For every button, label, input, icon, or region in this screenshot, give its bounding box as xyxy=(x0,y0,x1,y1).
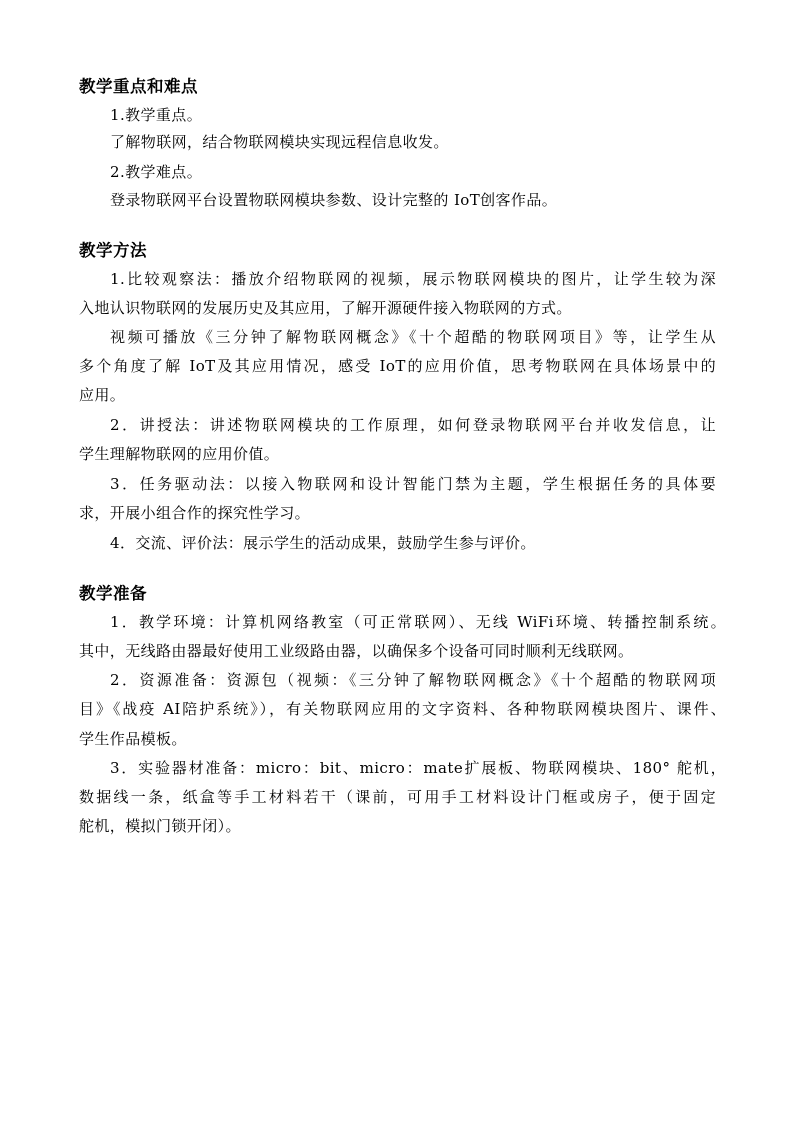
section-heading-teaching-preparation: 教学准备 xyxy=(79,584,147,603)
paragraph-line: 学生理解物联网的应用价值。 xyxy=(79,445,280,463)
paragraph-line: 学生作品模板。 xyxy=(79,730,187,748)
paragraph-line: 3．任务驱动法：以接入物联网和设计智能门禁为主题，学生根据任务的具体要 xyxy=(110,475,716,493)
paragraph-line: 目》《战疫 AI陪护系统》），有关物联网应用的文字资料、各种物联网模块图片、课件、 xyxy=(79,700,726,718)
section-heading-teaching-methods: 教学方法 xyxy=(79,241,147,260)
paragraph-line: 2．讲授法：讲述物联网模块的工作原理，如何登录物联网平台并收发信息，让 xyxy=(110,416,716,434)
paragraph-line: 入地认识物联网的发展历史及其应用，了解开源硬件接入物联网的方式。 xyxy=(79,299,572,317)
section-heading-key-points: 教学重点和难点 xyxy=(79,77,198,96)
paragraph-line: 2.教学难点。 xyxy=(110,163,203,181)
paragraph-line: 视频可播放《三分钟了解物联网概念》《十个超酷的物联网项目》等，让学生从 xyxy=(110,328,716,346)
paragraph-line: 2．资源准备：资源包（视频：《三分钟了解物联网概念》《十个超酷的物联网项 xyxy=(110,671,716,689)
paragraph-line: 4．交流、评价法：展示学生的活动成果，鼓励学生参与评价。 xyxy=(110,534,536,552)
paragraph-line: 多个角度了解 IoT及其应用情况，感受 IoT的应用价值，思考物联网在具体场景中的 xyxy=(79,357,716,375)
paragraph-line: 求，开展小组合作的探究性学习。 xyxy=(79,504,311,522)
paragraph-line: 1．教学环境：计算机网络教室（可正常联网）、无线 WiFi环境、转播控制系统。 xyxy=(110,613,726,631)
paragraph-line: 应用。 xyxy=(79,386,126,404)
paragraph-line: 数据线一条，纸盒等手工材料若干（课前，可用手工材料设计门框或房子，便于固定 xyxy=(79,788,716,806)
paragraph-line: 登录物联网平台设置物联网模块参数、设计完整的 IoT创客作品。 xyxy=(110,191,558,209)
paragraph-line: 3．实验器材准备：micro：bit、micro：mate扩展板、物联网模块、180° 舵机， xyxy=(110,759,726,777)
paragraph-line: 1.比较观察法：播放介绍物联网的视频，展示物联网模块的图片，让学生较为深 xyxy=(110,270,716,288)
paragraph-line: 1.教学重点。 xyxy=(110,106,203,124)
paragraph-line: 了解物联网，结合物联网模块实现远程信息收发。 xyxy=(110,133,449,151)
paragraph-line: 舵机，模拟门锁开闭）。 xyxy=(79,817,241,835)
paragraph-line: 其中，无线路由器最好使用工业级路由器，以确保多个设备可同时顺利无线联网。 xyxy=(79,642,634,660)
